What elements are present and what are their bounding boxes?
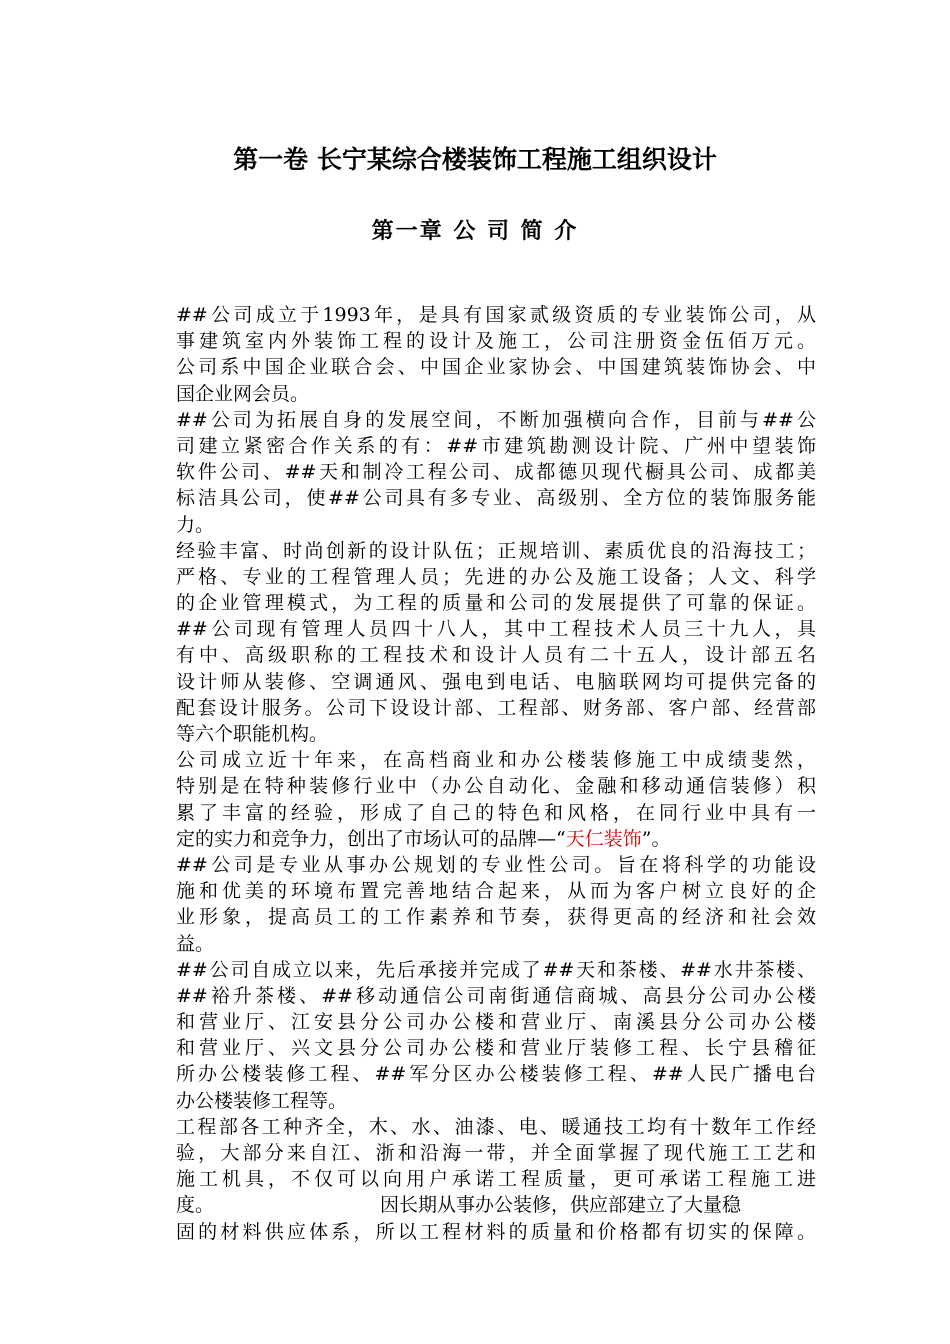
text-line: 经验丰富、时尚创新的设计队伍；正规培训、素质优良的沿海技工； <box>176 539 816 562</box>
text-line: 国企业网会员。 <box>176 382 310 405</box>
text-line: 配套设计服务。公司下设设计部、工程部、财务部、客户部、经营部 <box>176 696 816 719</box>
text-line: 软件公司、##天和制冷工程公司、成都德贝现代橱具公司、成都美 <box>176 461 816 484</box>
text-line: 公司成立近十年来，在高档商业和办公楼装修施工中成绩斐然， <box>176 749 816 772</box>
text-line: 办公楼装修工程等。 <box>176 1089 348 1112</box>
text-segment: ”。 <box>641 827 671 850</box>
text-line: 工程部各工种齐全，木、水、油漆、电、暖通技工均有十数年工作经 <box>176 1115 816 1138</box>
text-line: 业形象，提高员工的工作素养和节奏，获得更高的经济和社会效 <box>176 906 816 929</box>
text-line: 验，大部分来自江、浙和沿海一带，并全面掌握了现代施工工艺和 <box>176 1142 816 1164</box>
text-line: 累了丰富的经验，形成了自己的特色和风格，在同行业中具有一 <box>176 801 816 824</box>
text-line: 严格、专业的工程管理人员；先进的办公及施工设备；人文、科学 <box>176 565 816 588</box>
text-line: ##公司现有管理人员四十八人，其中工程技术人员三十九人，具 <box>176 618 816 641</box>
text-line: ##公司自成立以来，先后承接并完成了##天和茶楼、##水井茶楼、 <box>176 958 816 981</box>
text-line: 和营业厅、江安县分公司办公楼和营业厅、南溪县分公司办公楼 <box>176 1011 816 1034</box>
text-line: ##公司为拓展自身的发展空间，不断加强横向合作，目前与##公 <box>176 408 816 431</box>
text-line <box>176 1192 816 1218</box>
text-line: 特别是在特种装修行业中（办公自动化、金融和移动通信装修）积 <box>176 775 816 798</box>
text-line: 司建立紧密合作关系的有：##市建筑勘测设计院、广州中望装饰 <box>176 434 816 457</box>
text-line: 益。 <box>176 932 215 955</box>
text-segment: 因长期从事办公装修，供应部建立了大量稳 <box>380 1194 742 1217</box>
text-line: 所办公楼装修工程、##军分区办公楼装修工程、##人民广播电台 <box>176 1063 816 1086</box>
text-line: 施和优美的环境布置完善地结合起来，从而为客户树立良好的企 <box>176 880 816 903</box>
text-line: 设计师从装修、空调通风、强电到电话、电脑联网均可提供完备的 <box>176 670 816 693</box>
text-line: 公司系中国企业联合会、中国企业家协会、中国建筑装饰协会、中 <box>176 356 816 379</box>
text-line: ##公司成立于1993年，是具有国家贰级资质的专业装饰公司，从 <box>176 304 816 326</box>
text-line: 的企业管理模式，为工程的质量和公司的发展提供了可靠的保证。 <box>176 592 816 615</box>
text-line: 施工机具，不仅可以向用户承诺工程质量，更可承诺工程施工进 <box>176 1168 816 1191</box>
text-line: ##裕升茶楼、##移动通信公司南街通信商城、高县分公司办公楼 <box>176 984 816 1007</box>
text-line <box>176 826 816 852</box>
text-line: 有中、高级职称的工程技术和设计人员有二十五人，设计部五名 <box>176 644 816 667</box>
text-line: 事建筑室内外装饰工程的设计及施工，公司注册资金伍佰万元。 <box>176 330 816 353</box>
text-line: 和营业厅、兴文县分公司办公楼和营业厅装修工程、长宁县稽征 <box>176 1037 816 1060</box>
body-text <box>176 302 816 1245</box>
text-line: 标洁具公司，使##公司具有多专业、高级别、全方位的装饰服务能 <box>176 487 816 510</box>
text-line: 力。 <box>176 513 215 536</box>
text-line: ##公司是专业从事办公规划的专业性公司。旨在将科学的功能设 <box>176 853 816 876</box>
chapter-title: 第一章 公 司 简 介 <box>371 219 579 244</box>
text-line: 固的材料供应体系，所以工程材料的质量和价格都有切实的保障。 <box>176 1220 816 1243</box>
text-line: 等六个职能机构。 <box>176 723 329 745</box>
text-segment: 定的实力和竞争力，创出了市场认可的品牌—“ <box>176 827 566 850</box>
text-segment: 度。 <box>176 1194 215 1217</box>
document-title: 第一卷 长宁某综合楼装饰工程施工组织设计 <box>233 145 717 174</box>
brand-name: 天仁装饰 <box>565 827 642 850</box>
